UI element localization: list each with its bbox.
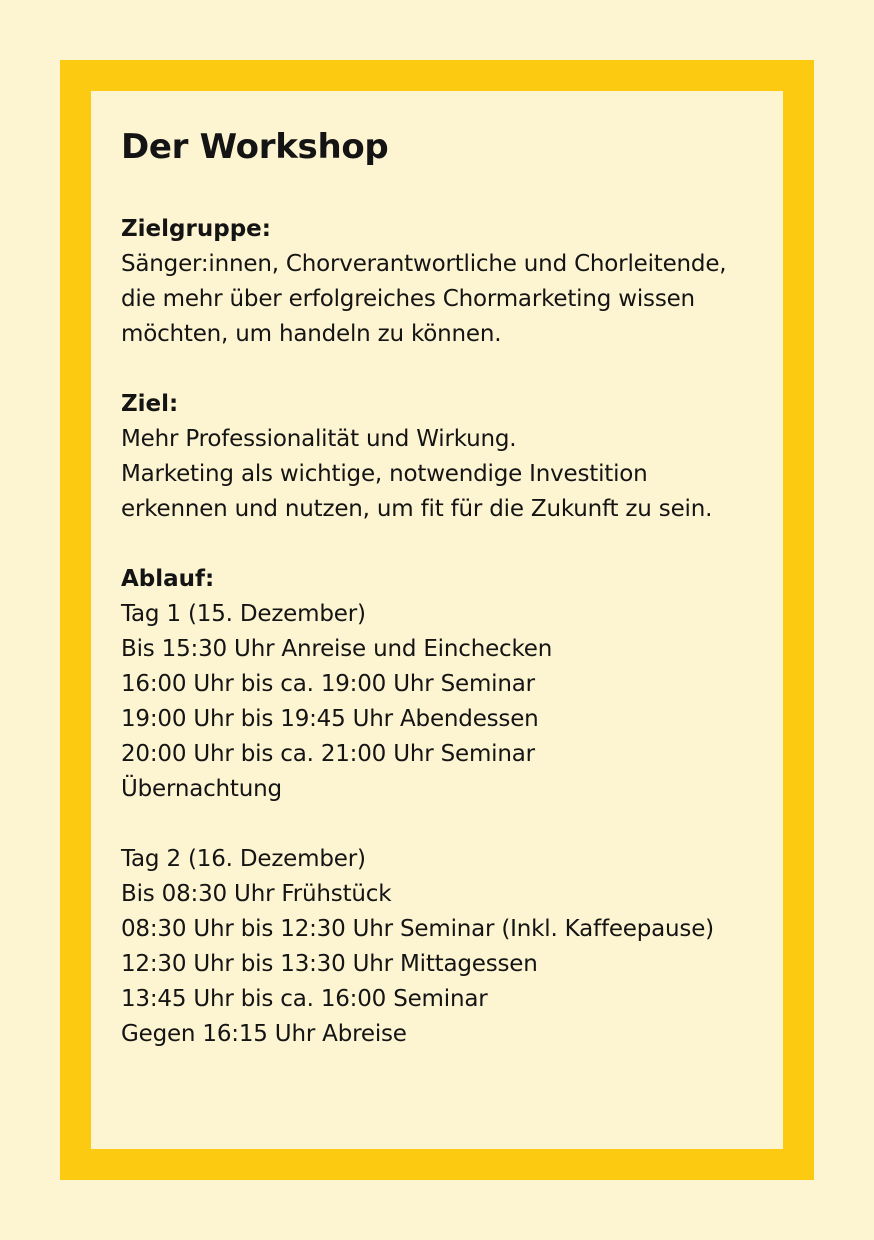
section-zielgruppe — [121, 212, 781, 352]
schedule-line: Gegen 16:15 Uhr Abreise — [121, 1021, 407, 1047]
schedule-line: 19:00 Uhr bis 19:45 Uhr Abendessen — [121, 706, 539, 732]
schedule-line: Bis 15:30 Uhr Anreise und Einchecken — [121, 636, 553, 662]
schedule-line: 12:30 Uhr bis 13:30 Uhr Mittagessen — [121, 951, 538, 977]
page-title: Der Workshop — [121, 127, 389, 167]
section-line: Marketing als wichtige, notwendige Investition — [121, 461, 648, 487]
schedule-line: 13:45 Uhr bis ca. 16:00 Seminar — [121, 986, 488, 1012]
section-line: möchten, um handeln zu können. — [121, 321, 502, 347]
schedule-line: 08:30 Uhr bis 12:30 Uhr Seminar (Inkl. Kaffeepause) — [121, 916, 714, 942]
schedule-line: Übernachtung — [121, 776, 282, 802]
section-heading: Ziel: — [121, 391, 179, 417]
section-line: Sänger:innen, Chorverantwortliche und Chorleitende, — [121, 251, 727, 277]
section-heading: Zielgruppe: — [121, 216, 271, 242]
schedule-line: 20:00 Uhr bis ca. 21:00 Uhr Seminar — [121, 741, 535, 767]
section-ablauf-tag-2 — [121, 842, 781, 1052]
workshop-content — [121, 124, 781, 1087]
schedule-line: Tag 1 (15. Dezember) — [121, 601, 366, 627]
section-ziel — [121, 387, 781, 527]
section-line: erkennen und nutzen, um fit für die Zukunft zu sein. — [121, 496, 713, 522]
section-line: die mehr über erfolgreiches Chormarketing wissen — [121, 286, 695, 312]
schedule-line: Tag 2 (16. Dezember) — [121, 846, 366, 872]
schedule-line: Bis 08:30 Uhr Frühstück — [121, 881, 392, 907]
section-ablauf-tag-1 — [121, 562, 781, 807]
schedule-line: 16:00 Uhr bis ca. 19:00 Uhr Seminar — [121, 671, 535, 697]
section-heading: Ablauf: — [121, 566, 215, 592]
section-line: Mehr Professionalität und Wirkung. — [121, 426, 517, 452]
